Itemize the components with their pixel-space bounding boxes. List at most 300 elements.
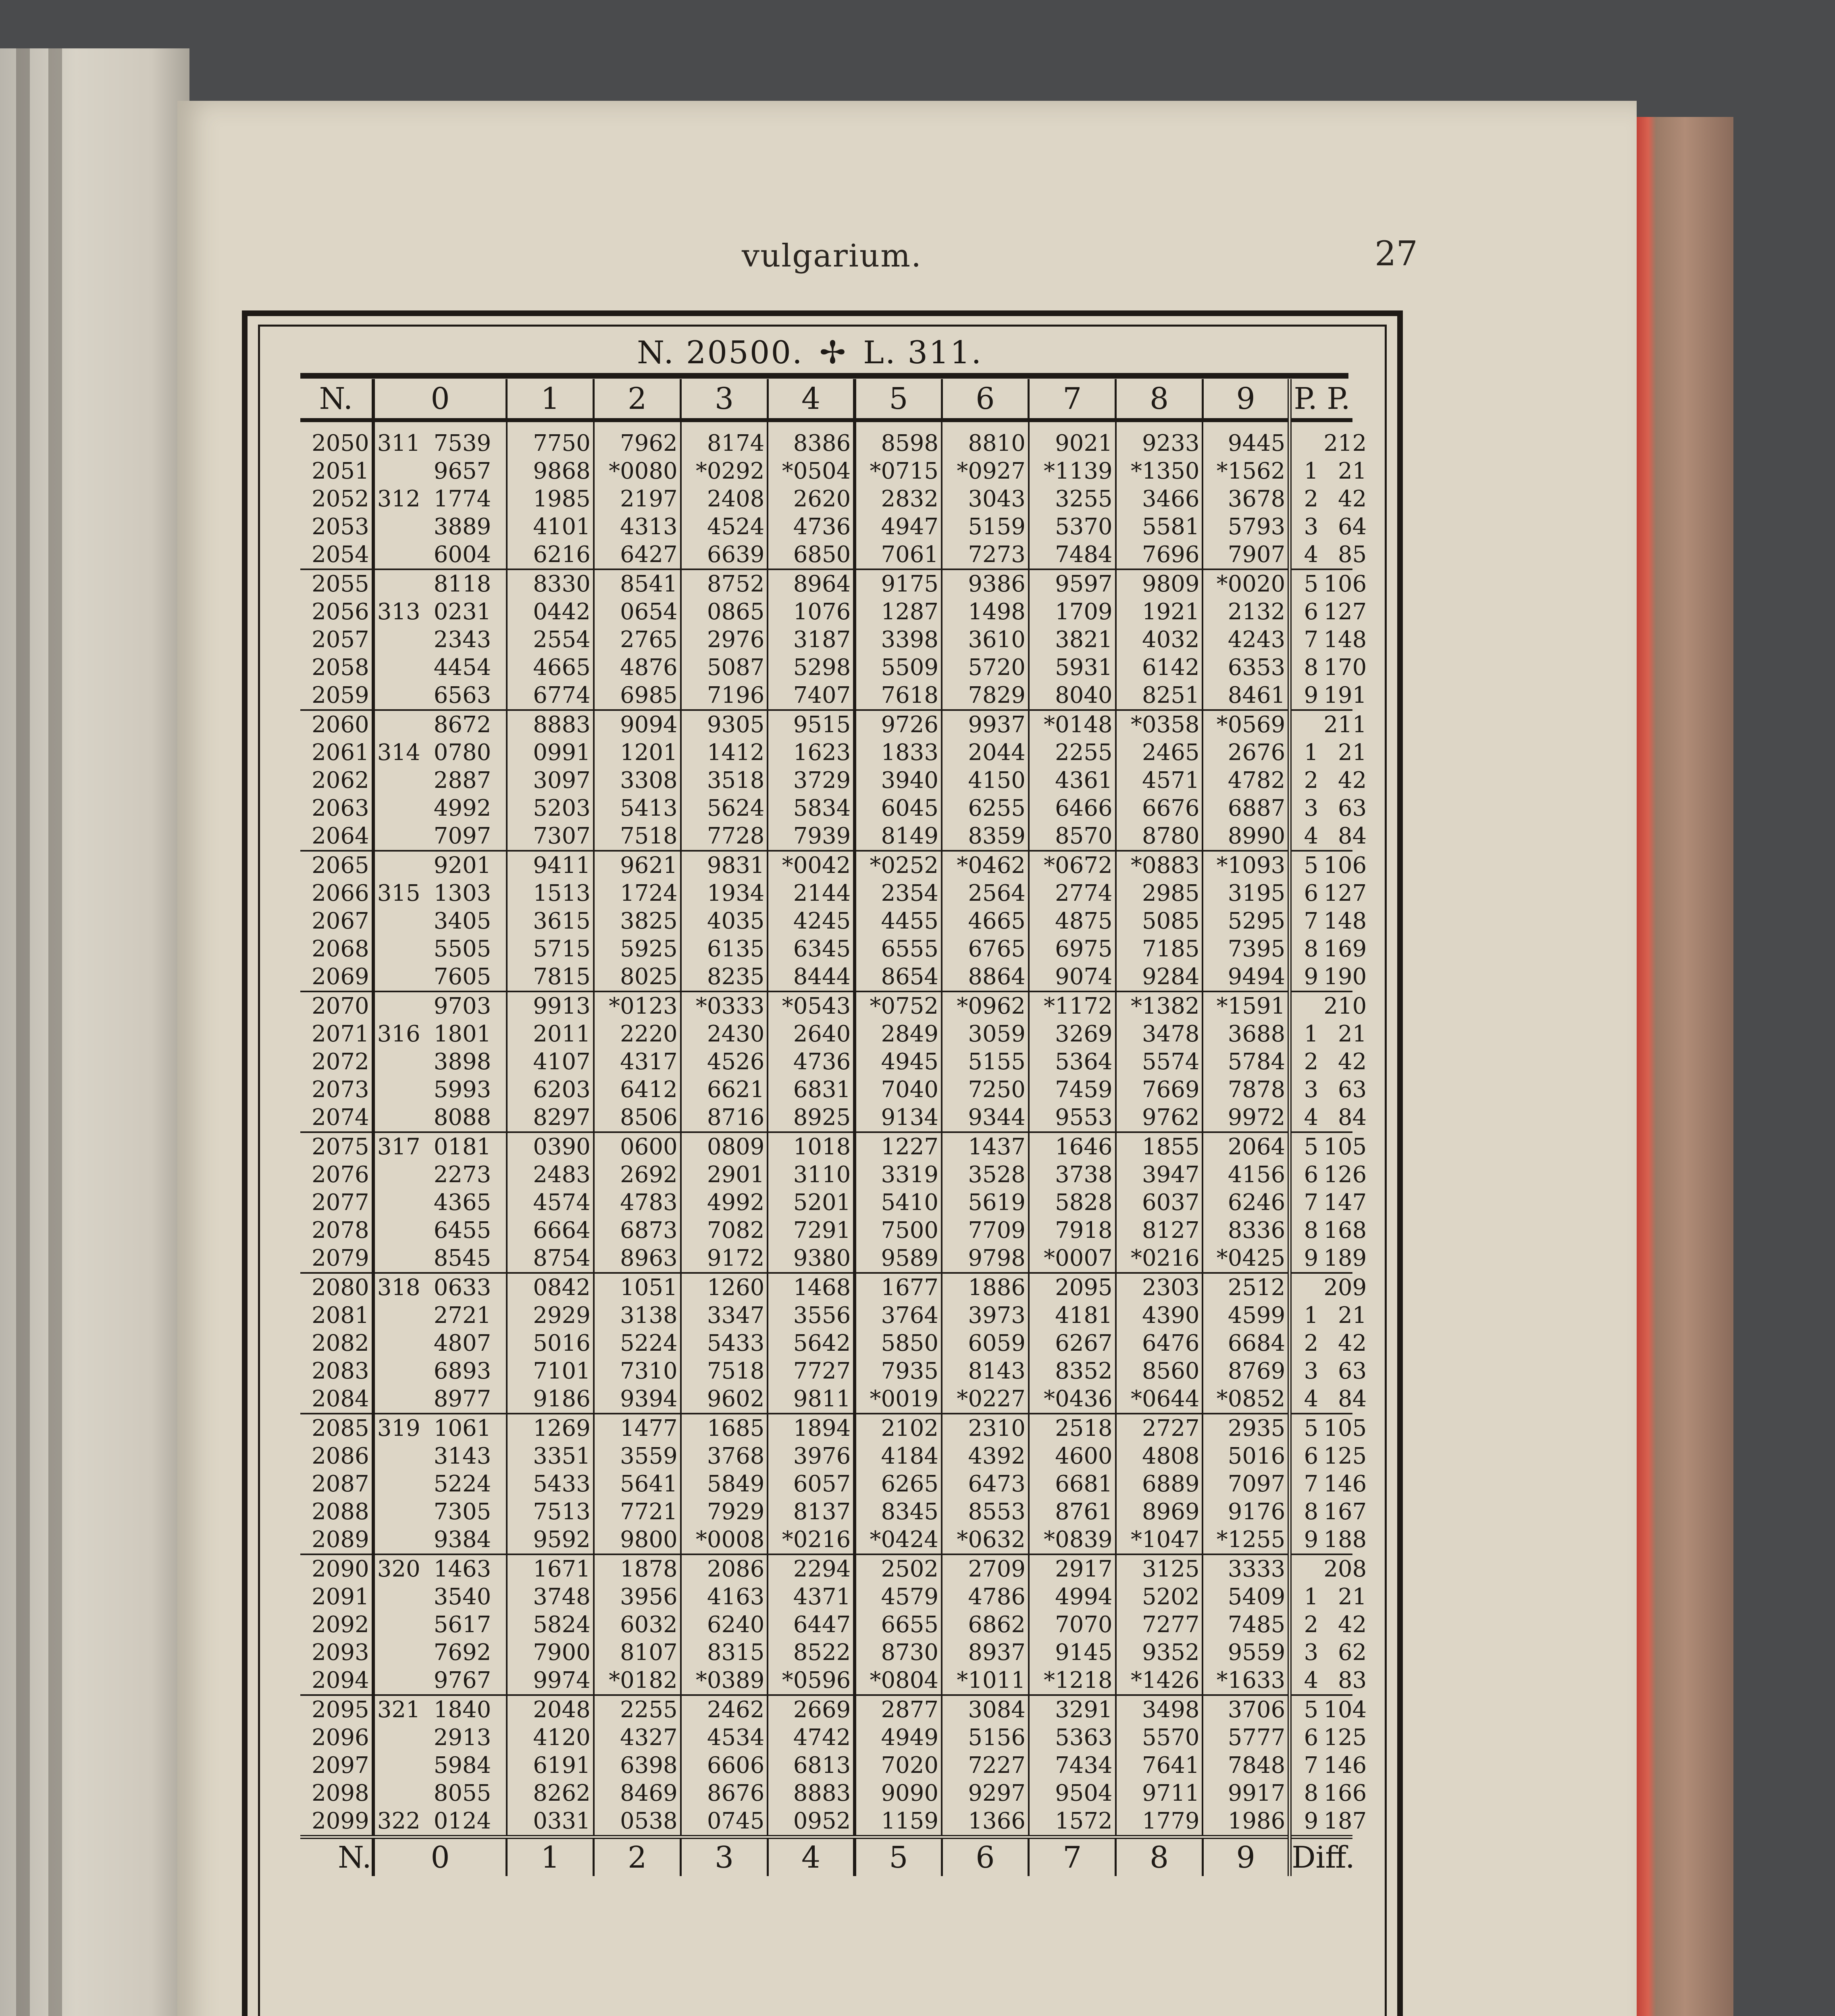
mantissa-cell-5: 1677 (855, 1273, 942, 1302)
mantissa-cell-9: 9445 (1203, 420, 1290, 457)
mantissa-cell-7: 3821 (1029, 626, 1116, 654)
mantissa-cell-0 (373, 1554, 507, 1583)
mantissa-cell-2: 8107 (594, 1639, 681, 1666)
mantissa-cell-0 (373, 1273, 507, 1302)
mantissa-cell-3: 6606 (681, 1752, 768, 1779)
mantissa-value: 5993 (433, 1077, 491, 1103)
mantissa-cell-7: 2255 (1029, 739, 1116, 766)
mantissa-cell-8: 1779 (1116, 1807, 1203, 1837)
mantissa-cell-0 (373, 1724, 507, 1752)
number-cell: 2051 (300, 457, 373, 485)
number-cell: 2081 (300, 1302, 373, 1329)
mantissa-value: 9703 (433, 993, 491, 1019)
number-cell: 2067 (300, 907, 373, 935)
proportional-parts-cell (1290, 766, 1367, 794)
mantissa-cell-4: *0543 (768, 991, 855, 1020)
proportional-parts-cell (1290, 710, 1367, 739)
mantissa-cell-4: 6447 (768, 1611, 855, 1639)
mantissa-cell-9: 5784 (1203, 1048, 1290, 1076)
number-cell: 2084 (300, 1385, 373, 1414)
mantissa-cell-3: 2430 (681, 1020, 768, 1048)
pp-index: 3 (1304, 1077, 1319, 1103)
pp-value: 210 (1323, 993, 1367, 1019)
pp-value: 106 (1323, 571, 1367, 597)
mantissa-cell-9: *1562 (1203, 457, 1290, 485)
mantissa-cell-7: 9074 (1029, 963, 1116, 991)
mantissa-cell-3: 9602 (681, 1385, 768, 1414)
mantissa-cell-0 (373, 1414, 507, 1442)
proportional-parts-cell (1290, 541, 1367, 569)
mantissa-cell-5: 1227 (855, 1132, 942, 1161)
mantissa-cell-9: 6887 (1203, 794, 1290, 822)
mantissa-cell-2: 6412 (594, 1076, 681, 1104)
mantissa-cell-3: 4163 (681, 1583, 768, 1611)
mantissa-cell-7: 4994 (1029, 1583, 1116, 1611)
mantissa-cell-1: 7750 (507, 420, 594, 457)
mantissa-cell-0 (373, 1695, 507, 1724)
mantissa-cell-9: *0852 (1203, 1385, 1290, 1414)
mantissa-cell-4: *0504 (768, 457, 855, 485)
leading-digits: 319 (377, 1415, 420, 1441)
number-cell: 2088 (300, 1498, 373, 1526)
mantissa-cell-6: *0227 (942, 1385, 1029, 1414)
pp-value: 127 (1323, 880, 1367, 906)
mantissa-cell-1: 1513 (507, 879, 594, 907)
mantissa-cell-3: 3518 (681, 766, 768, 794)
mantissa-cell-7: *1172 (1029, 991, 1116, 1020)
mantissa-cell-7: 5828 (1029, 1189, 1116, 1216)
proportional-parts-cell (1290, 1442, 1367, 1470)
pp-value: 84 (1338, 823, 1367, 849)
mantissa-value: 8118 (433, 571, 491, 597)
mantissa-cell-4: 0952 (768, 1807, 855, 1837)
mantissa-cell-2: 6985 (594, 681, 681, 710)
column-footer: 9 (1203, 1837, 1290, 1876)
mantissa-cell-1: 7900 (507, 1639, 594, 1666)
mantissa-cell-2: 0538 (594, 1807, 681, 1837)
mantissa-cell-4: 7939 (768, 822, 855, 851)
mantissa-cell-7: 6681 (1029, 1470, 1116, 1498)
pp-index: 1 (1304, 1021, 1319, 1047)
mantissa-cell-6: 6255 (942, 794, 1029, 822)
mantissa-cell-8: 8780 (1116, 822, 1203, 851)
mantissa-cell-2: 7518 (594, 822, 681, 851)
mantissa-cell-4: 4736 (768, 1048, 855, 1076)
mantissa-cell-4: 8883 (768, 1779, 855, 1807)
mantissa-cell-4: 4736 (768, 513, 855, 541)
pp-index: 1 (1304, 1302, 1319, 1329)
mantissa-value: 7539 (433, 430, 491, 456)
table-row (300, 766, 1352, 794)
mantissa-cell-9: 5016 (1203, 1442, 1290, 1470)
mantissa-cell-4: 3556 (768, 1302, 855, 1329)
mantissa-cell-7: 3269 (1029, 1020, 1116, 1048)
mantissa-value: 6004 (433, 541, 491, 568)
table-row (300, 963, 1352, 991)
pp-index: 1 (1304, 458, 1319, 484)
mantissa-cell-0 (373, 1189, 507, 1216)
pp-value: 42 (1338, 1330, 1367, 1356)
leading-digits: 318 (377, 1275, 420, 1301)
mantissa-value: 7305 (433, 1499, 491, 1525)
pp-value: 169 (1323, 936, 1367, 962)
proportional-parts-cell (1290, 1329, 1367, 1357)
mantissa-cell-1: 3748 (507, 1583, 594, 1611)
mantissa-value: 2343 (433, 627, 491, 653)
table-row (300, 1498, 1352, 1526)
proportional-parts-cell (1290, 1470, 1367, 1498)
pp-index: 6 (1304, 599, 1319, 625)
pp-index: 5 (1304, 852, 1319, 879)
mantissa-cell-8: 7185 (1116, 935, 1203, 963)
mantissa-cell-5: 3764 (855, 1302, 942, 1329)
proportional-parts-cell (1290, 1498, 1367, 1526)
pp-index: 3 (1304, 1358, 1319, 1384)
table-row (300, 654, 1352, 681)
mantissa-cell-7: 4361 (1029, 766, 1116, 794)
mantissa-cell-4: 6345 (768, 935, 855, 963)
mantissa-cell-6: 8143 (942, 1357, 1029, 1385)
mantissa-value: 4365 (433, 1189, 491, 1216)
mantissa-cell-5: 6655 (855, 1611, 942, 1639)
proportional-parts-cell (1290, 794, 1367, 822)
table-row (300, 485, 1352, 513)
mantissa-cell-6: 3084 (942, 1695, 1029, 1724)
header-row (300, 379, 1352, 420)
proportional-parts-cell (1290, 1611, 1367, 1639)
mantissa-cell-6: 5156 (942, 1724, 1029, 1752)
mantissa-cell-7: *0148 (1029, 710, 1116, 739)
mantissa-cell-2: 1477 (594, 1414, 681, 1442)
mantissa-cell-2: *0080 (594, 457, 681, 485)
mantissa-cell-5: 3398 (855, 626, 942, 654)
mantissa-cell-2: 1201 (594, 739, 681, 766)
mantissa-cell-6: 3059 (942, 1020, 1029, 1048)
mantissa-cell-7: 4181 (1029, 1302, 1116, 1329)
proportional-parts-cell (1290, 1807, 1367, 1837)
mantissa-cell-5: 9589 (855, 1244, 942, 1273)
mantissa-cell-9: *0020 (1203, 569, 1290, 598)
mantissa-cell-2: 6873 (594, 1216, 681, 1244)
mantissa-cell-0 (373, 569, 507, 598)
pp-value: 63 (1338, 795, 1367, 821)
mantissa-cell-4: 5834 (768, 794, 855, 822)
table-row (300, 1161, 1352, 1189)
proportional-parts-cell (1290, 420, 1367, 457)
proportional-parts-cell (1290, 1273, 1367, 1302)
mantissa-cell-3: 6639 (681, 541, 768, 569)
mantissa-cell-3: 5087 (681, 654, 768, 681)
pp-index: 5 (1304, 1697, 1319, 1723)
mantissa-cell-5: 7500 (855, 1216, 942, 1244)
mantissa-cell-3: 8676 (681, 1779, 768, 1807)
mantissa-cell-4: 6850 (768, 541, 855, 569)
table-row (300, 1329, 1352, 1357)
leading-digits: 320 (377, 1556, 420, 1582)
table-row (300, 1244, 1352, 1273)
pp-index: 1 (1304, 1584, 1319, 1610)
proportional-parts-cell (1290, 681, 1367, 710)
pp-value: 84 (1338, 1386, 1367, 1412)
proportional-parts-cell (1290, 1666, 1367, 1695)
mantissa-cell-6: 1437 (942, 1132, 1029, 1161)
proportional-parts-cell (1290, 1779, 1367, 1807)
mantissa-cell-0 (373, 1779, 507, 1807)
mantissa-cell-1: 7101 (507, 1357, 594, 1385)
mantissa-cell-0 (373, 513, 507, 541)
pp-value: 83 (1338, 1667, 1367, 1693)
mantissa-cell-3: 2086 (681, 1554, 768, 1583)
mantissa-cell-5: 5410 (855, 1189, 942, 1216)
mantissa-cell-2: 3559 (594, 1442, 681, 1470)
mantissa-cell-8: 9711 (1116, 1779, 1203, 1807)
proportional-parts-cell (1290, 1161, 1367, 1189)
mantissa-cell-1: 4574 (507, 1189, 594, 1216)
mantissa-cell-6: 1886 (942, 1273, 1029, 1302)
pp-value: 126 (1323, 1162, 1367, 1188)
mantissa-value: 5224 (433, 1471, 491, 1497)
mantissa-cell-5: 5509 (855, 654, 942, 681)
table-row (300, 1611, 1352, 1639)
pp-index: 7 (1304, 1752, 1319, 1779)
mantissa-cell-6: 5619 (942, 1189, 1029, 1216)
pp-value: 148 (1323, 908, 1367, 934)
mantissa-cell-5: 7618 (855, 681, 942, 710)
mantissa-cell-2: 4313 (594, 513, 681, 541)
mantissa-cell-7: 9145 (1029, 1639, 1116, 1666)
number-cell: 2092 (300, 1611, 373, 1639)
mantissa-cell-8: *1426 (1116, 1666, 1203, 1695)
mantissa-cell-6: 7709 (942, 1216, 1029, 1244)
mantissa-cell-6: 5159 (942, 513, 1029, 541)
mantissa-cell-4: 3187 (768, 626, 855, 654)
column-header: 9 (1203, 379, 1290, 420)
table-row (300, 626, 1352, 654)
mantissa-cell-0 (373, 1498, 507, 1526)
mantissa-cell-8: *0216 (1116, 1244, 1203, 1273)
mantissa-cell-6: 6473 (942, 1470, 1029, 1498)
pp-index: 9 (1304, 1527, 1319, 1553)
table-row (300, 1189, 1352, 1216)
pp-index: 8 (1304, 936, 1319, 962)
mantissa-cell-6: 2709 (942, 1554, 1029, 1583)
column-footer: 4 (768, 1837, 855, 1876)
number-cell: 2098 (300, 1779, 373, 1807)
leading-digits: 312 (377, 486, 420, 512)
mantissa-cell-0 (373, 1442, 507, 1470)
mantissa-cell-5: 9726 (855, 710, 942, 739)
proportional-parts-cell (1290, 598, 1367, 626)
mantissa-value: 1840 (433, 1697, 491, 1723)
column-footer: Diff. (1290, 1837, 1352, 1876)
mantissa-cell-1: 1985 (507, 485, 594, 513)
mantissa-cell-8: 3466 (1116, 485, 1203, 513)
mantissa-cell-3: 4524 (681, 513, 768, 541)
mantissa-cell-2: *0123 (594, 991, 681, 1020)
pp-index: 7 (1304, 1471, 1319, 1497)
mantissa-cell-2: 3138 (594, 1302, 681, 1329)
mantissa-cell-9: 5295 (1203, 907, 1290, 935)
mantissa-value: 5505 (433, 936, 491, 962)
mantissa-cell-9: 8769 (1203, 1357, 1290, 1385)
mantissa-cell-3: 1685 (681, 1414, 768, 1442)
mantissa-cell-3: 8716 (681, 1104, 768, 1132)
proportional-parts-cell (1290, 991, 1367, 1020)
pp-value: 105 (1323, 1415, 1367, 1441)
number-cell: 2055 (300, 569, 373, 598)
number-cell: 2091 (300, 1583, 373, 1611)
pp-index: 5 (1304, 1134, 1319, 1160)
mantissa-cell-7: 5364 (1029, 1048, 1116, 1076)
mantissa-cell-0 (373, 1639, 507, 1666)
mantissa-cell-7: 2774 (1029, 879, 1116, 907)
number-cell: 2086 (300, 1442, 373, 1470)
table-row (300, 569, 1352, 598)
number-cell: 2052 (300, 485, 373, 513)
table-row (300, 1442, 1352, 1470)
mantissa-cell-6: 1366 (942, 1807, 1029, 1837)
title-number: N. 20500. (637, 335, 803, 371)
pp-value: 63 (1338, 1077, 1367, 1103)
mantissa-cell-0 (373, 485, 507, 513)
mantissa-cell-6: *0632 (942, 1526, 1029, 1554)
mantissa-cell-2: 0654 (594, 598, 681, 626)
mantissa-cell-5: *0804 (855, 1666, 942, 1695)
mantissa-cell-4: *0596 (768, 1666, 855, 1695)
proportional-parts-cell (1290, 485, 1367, 513)
mantissa-cell-9: 6684 (1203, 1329, 1290, 1357)
mantissa-cell-3: 3347 (681, 1302, 768, 1329)
mantissa-cell-9: 9917 (1203, 1779, 1290, 1807)
mantissa-cell-7: 2095 (1029, 1273, 1116, 1302)
mantissa-cell-9: *1255 (1203, 1526, 1290, 1554)
mantissa-cell-6: 8553 (942, 1498, 1029, 1526)
proportional-parts-cell (1290, 1583, 1367, 1611)
mantissa-cell-1: 1269 (507, 1414, 594, 1442)
table-row (300, 1104, 1352, 1132)
mantissa-cell-6: 9937 (942, 710, 1029, 739)
mantissa-cell-1: 5016 (507, 1329, 594, 1357)
mantissa-cell-6: 3610 (942, 626, 1029, 654)
mantissa-cell-1: 9974 (507, 1666, 594, 1695)
table-row (300, 1666, 1352, 1695)
mantissa-cell-7: 7434 (1029, 1752, 1116, 1779)
mantissa-cell-8: *1382 (1116, 991, 1203, 1020)
mantissa-cell-9: 7395 (1203, 935, 1290, 963)
pp-value: 188 (1323, 1527, 1367, 1553)
mantissa-cell-9: 6246 (1203, 1189, 1290, 1216)
column-header: 6 (942, 379, 1029, 420)
mantissa-cell-3: 5849 (681, 1470, 768, 1498)
proportional-parts-cell (1290, 1302, 1367, 1329)
mantissa-cell-8: 6676 (1116, 794, 1203, 822)
mantissa-cell-5: 4184 (855, 1442, 942, 1470)
mantissa-cell-7: 8570 (1029, 822, 1116, 851)
proportional-parts-cell (1290, 1048, 1367, 1076)
mantissa-cell-1: 9913 (507, 991, 594, 1020)
mantissa-cell-6: 2044 (942, 739, 1029, 766)
mantissa-cell-3: 7082 (681, 1216, 768, 1244)
mantissa-cell-0 (373, 1161, 507, 1189)
mantissa-cell-1: 9411 (507, 851, 594, 879)
proportional-parts-cell (1290, 1189, 1367, 1216)
mantissa-cell-1: 9186 (507, 1385, 594, 1414)
mantissa-cell-9: 7907 (1203, 541, 1290, 569)
number-cell: 2057 (300, 626, 373, 654)
pp-index: 3 (1304, 795, 1319, 821)
mantissa-cell-6: 3528 (942, 1161, 1029, 1189)
pp-index: 2 (1304, 1330, 1319, 1356)
mantissa-cell-0 (373, 681, 507, 710)
number-cell: 2076 (300, 1161, 373, 1189)
column-footer: N. (300, 1837, 373, 1876)
mantissa-cell-6: *0962 (942, 991, 1029, 1020)
number-cell: 2074 (300, 1104, 373, 1132)
mantissa-cell-3: 4035 (681, 907, 768, 935)
mantissa-cell-4: 9515 (768, 710, 855, 739)
mantissa-cell-7: 3255 (1029, 485, 1116, 513)
mantissa-cell-4: 1468 (768, 1273, 855, 1302)
pp-index: 4 (1304, 541, 1319, 568)
mantissa-cell-2: *0182 (594, 1666, 681, 1695)
mantissa-cell-6: 6765 (942, 935, 1029, 963)
column-footer: 1 (507, 1837, 594, 1876)
pp-index: 8 (1304, 654, 1319, 681)
mantissa-cell-5: 8654 (855, 963, 942, 991)
mantissa-cell-1: 5715 (507, 935, 594, 963)
mantissa-cell-3: 1934 (681, 879, 768, 907)
mantissa-cell-0 (373, 1666, 507, 1695)
mantissa-cell-4: 7407 (768, 681, 855, 710)
mantissa-cell-5: 6555 (855, 935, 942, 963)
mantissa-cell-3: 8235 (681, 963, 768, 991)
column-header: P. P. (1290, 379, 1352, 420)
pp-value: 21 (1338, 458, 1367, 484)
mantissa-cell-2: 5224 (594, 1329, 681, 1357)
mantissa-cell-3: 8174 (681, 420, 768, 457)
mantissa-cell-8: 8969 (1116, 1498, 1203, 1526)
mantissa-cell-7: 1709 (1029, 598, 1116, 626)
proportional-parts-cell (1290, 822, 1367, 851)
mantissa-cell-4: 2669 (768, 1695, 855, 1724)
mantissa-cell-1: 0331 (507, 1807, 594, 1837)
mantissa-cell-2: 2765 (594, 626, 681, 654)
mantissa-cell-0 (373, 1526, 507, 1554)
mantissa-cell-4: 5298 (768, 654, 855, 681)
number-cell: 2058 (300, 654, 373, 681)
mantissa-cell-5: 4945 (855, 1048, 942, 1076)
column-header: 0 (373, 379, 507, 420)
proportional-parts-cell (1290, 1385, 1367, 1414)
mantissa-cell-4: 2294 (768, 1554, 855, 1583)
table-row (300, 541, 1352, 569)
mantissa-cell-5: 3319 (855, 1161, 942, 1189)
mantissa-cell-0 (373, 1470, 507, 1498)
pp-value: 167 (1323, 1499, 1367, 1525)
mantissa-cell-6: 4665 (942, 907, 1029, 935)
mantissa-cell-9: *1591 (1203, 991, 1290, 1020)
mantissa-cell-8: 7696 (1116, 541, 1203, 569)
mantissa-cell-1: 0842 (507, 1273, 594, 1302)
mantissa-cell-5: 1159 (855, 1807, 942, 1837)
mantissa-cell-6: 6862 (942, 1611, 1029, 1639)
pp-index: 4 (1304, 1104, 1319, 1131)
mantissa-cell-1: 5824 (507, 1611, 594, 1639)
mantissa-value: 5617 (433, 1612, 491, 1638)
mantissa-cell-5: 9090 (855, 1779, 942, 1807)
mantissa-cell-7: 6975 (1029, 935, 1116, 963)
mantissa-value: 4454 (433, 654, 491, 681)
